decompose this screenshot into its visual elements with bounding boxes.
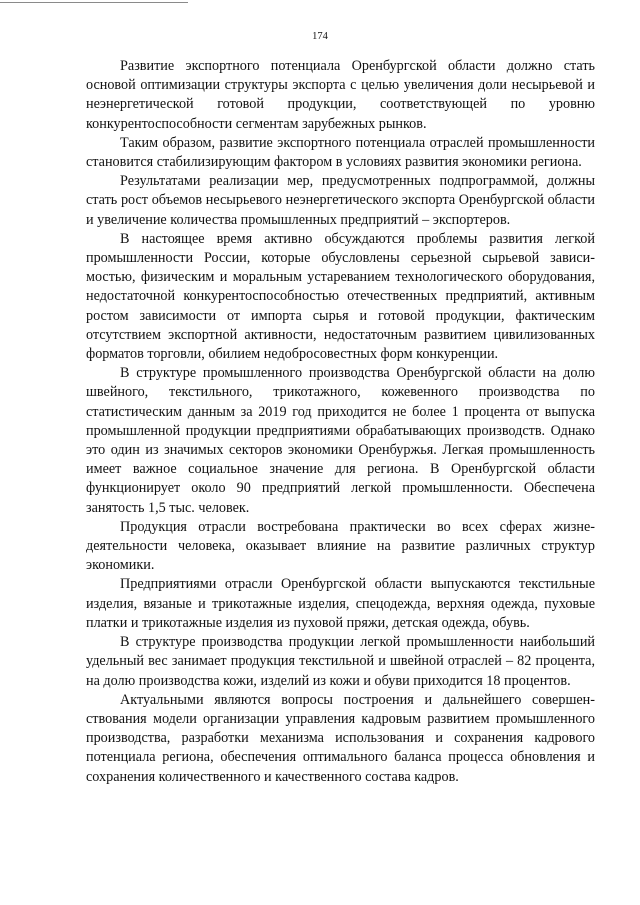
paragraph-export-potential: Развитие экспортного потенциала Оренбургской области должно стать основой оптимизации структуры экспорта с целью увеличения доли несырьевой и неэнергетической готовой продукции, соответствующей по уровню конкурентоспособности сегментам зарубежных рынков. xyxy=(86,58,595,132)
body-text xyxy=(86,57,595,787)
paragraph-personnel-development: Актуальными являются вопросы построения и дальнейшего совершенствования модели организации управления кадровым развитием промышленного производства, разработки механизма использования и сохранения кадрового потенциала региона, обеспечения оптимального баланса процесса обновления и сохранения количественного и качественного состава кадров. xyxy=(86,691,595,785)
paragraph-subprogram-results: Результатами реализации мер, предусмотренных подпрограммой, должны стать рост объемов несырьевого неэнергетического экспорта Оренбургской области и увеличение количества промышленных предприятий – экспортеров. xyxy=(86,173,595,228)
page-number: 174 xyxy=(312,31,328,42)
paragraph-stabilizing-factor: Таким образом, развитие экспортного потенциала отраслей промышленности становится стабилизирующим фактором в условиях развития экономики региона. xyxy=(86,134,595,171)
paragraph-production-structure: В структуре промышленного производства Оренбургской области на долю швейного, текстильного, трикотажного, кожевенного производства по статистическим данным за 2019 год приходится не более 1 процента от выпуска промышленной продукции предприятиями обрабатывающих производств. Однако это один из значимых секторов экономики Оренбуржья. Легкая промышленность имеет важное социальное значение для региона. В Оренбургской области функционирует около 90 предприятий легкой промышленности. Обеспечена занятость 1,5 тыс. человек. xyxy=(86,365,595,516)
paragraph-product-range: Предприятиями отрасли Оренбургской области выпускаются текстильные изделия, вязаные и трикотажные изделия, спецодежда, верхняя одежда, пуховые платки и трикотажные изделия из пуховой пряжи, детская одежда, обувь. xyxy=(86,576,595,631)
paragraph-light-industry-problems: В настоящее время активно обсуждаются проблемы развития легкой промышленности России, которые обусловлены серьезной сырьевой зависимостью, физическим и моральным устареванием технологического оборудования, недостаточной конкурентоспособностью отечественных предприятий, активным ростом зависимости от импорта сырья и готовой продукции, фактическим отсутствием экспортной активности, недостаточным развитием цивилизованных форматов торговли, обилием недобросовестных форм конкуренции. xyxy=(86,230,595,363)
top-edge-rule xyxy=(0,2,188,3)
paragraph-industry-demand: Продукция отрасли востребована практически во всех сферах жизнедеятельности человека, оказывает влияние на развитие различных структур экономики. xyxy=(86,518,595,574)
paragraph-industry-shares: В структуре производства продукции легкой промышленности наибольший удельный вес занимает продукция текстильной и швейной отраслей – 82 процента, на долю производства кожи, изделий из кожи и обуви приходится 18 процентов. xyxy=(86,634,595,689)
